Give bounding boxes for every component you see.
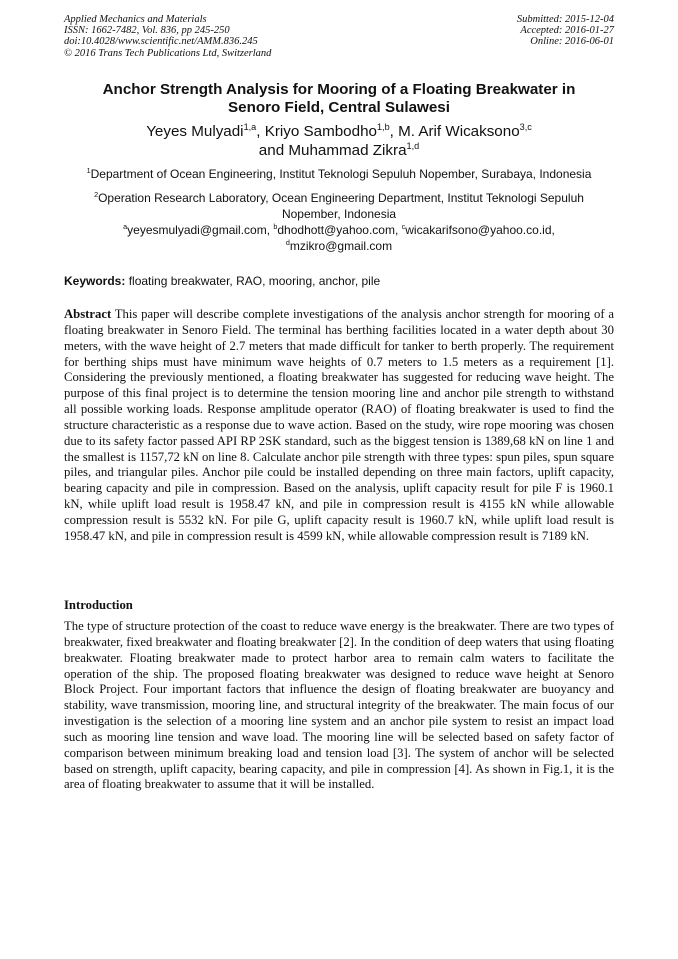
submitted-date: Submitted: 2015-12-04 bbox=[516, 14, 614, 25]
copyright: © 2016 Trans Tech Publications Ltd, Switzerland bbox=[64, 47, 272, 59]
email-mark: d bbox=[285, 238, 290, 247]
affiliation-text: Department of Ocean Engineering, Institut Teknologi Sepuluh Nopember, Surabaya, Indonesia bbox=[90, 167, 592, 181]
author-affiliation-mark: 1,d bbox=[406, 140, 420, 151]
accepted-date: Accepted: 2016-01-27 bbox=[520, 25, 614, 37]
keywords bbox=[64, 273, 614, 289]
affiliation-text: Operation Research Laboratory, Ocean Engineering Department, Institut Teknologi Sepuluh Nopember, Indonesia bbox=[98, 191, 584, 221]
email-separator: , bbox=[266, 223, 274, 237]
author-separator: , bbox=[256, 123, 265, 140]
abstract bbox=[64, 307, 614, 545]
abstract-label: Abstract bbox=[64, 307, 112, 321]
keywords-text: floating breakwater, RAO, mooring, anchor, pile bbox=[125, 274, 381, 288]
journal-name: Applied Mechanics and Materials bbox=[64, 14, 207, 25]
affiliation-mark: 2 bbox=[94, 190, 99, 199]
issn-volume: ISSN: 1662-7482, Vol. 836, pp 245-250 bbox=[64, 25, 230, 37]
author-name: and Muhammad Zikra bbox=[258, 142, 407, 159]
journal-header bbox=[64, 14, 271, 59]
author-emails bbox=[64, 222, 614, 254]
author-affiliation-mark: 1,b bbox=[376, 121, 390, 132]
author-affiliation-mark: 1,a bbox=[243, 121, 257, 132]
email-mark: c bbox=[401, 222, 406, 231]
email-address: yeyesmulyadi@gmail.com bbox=[127, 223, 267, 237]
abstract-text: This paper will describe complete investigations of the analysis anchor strength for mooring of a floating breakwater in Senoro Field. The terminal has berthing facilities located in a water depth about 30 meters, with the wave height of 2.7 meters that made difficult for tanker to berth properly. The requirement for berthing ships must have minimum wave heights of 0.7 meters to 1.5 meters as a requirement [1]. Considering the previously mentioned, a floating breakwater has suggested for reducing wave height. The purpose of this final project is to determine the tension mooring line and anchor pile strength to withstand all possible working loads. Response amplitude operator (RAO) of floating breakwater is used to find the structure characteristic as a response due to wave action. Based on the study, wire rope mooring was chosen due to its safety factor passed API RP 2SK standard, such as the biggest tension is 1389,68 kN on line 1 and the smallest is 1157,72 kN on line 8. Calculate anchor pile strength with three types: spun piles, spun square piles, and triangular piles. Anchor pile could be installed depending on three main factors, uplift capacity, bearing capacity and pile in compression. Based on the analysis, uplift capacity result for pile F is 1960.1 kN, while uplift load result is 1958.47 kN, and pile in compression result is 4155 kN while allowable compression result is 5532 kN. For pile G, uplift capacity result is 1960.7 kN, while uplift load result is 1958.47 kN, and pile in compression result is 4599 kN, while allowable compression result is 7189 kN. bbox=[64, 307, 614, 543]
author-name: Kriyo Sambodho bbox=[264, 123, 377, 140]
email-mark: b bbox=[273, 222, 278, 231]
author-affiliation-mark: 3,c bbox=[519, 121, 532, 132]
affiliation-mark: 1 bbox=[86, 166, 91, 175]
email-separator: , bbox=[551, 223, 555, 237]
affiliation-2 bbox=[64, 190, 614, 222]
email-address: wicakarifsono@yahoo.co.id bbox=[405, 223, 552, 237]
email-address: mzikro@gmail.com bbox=[289, 239, 393, 253]
email-address: dhodhott@yahoo.com bbox=[277, 223, 395, 237]
author-name: M. Arif Wicaksono bbox=[398, 123, 520, 140]
author-name: Yeyes Mulyadi bbox=[146, 123, 244, 140]
affiliation-1 bbox=[64, 166, 614, 182]
doi: doi:10.4028/www.scientific.net/AMM.836.245 bbox=[64, 36, 258, 48]
dates-header bbox=[517, 14, 614, 48]
email-line-2 bbox=[64, 238, 614, 254]
author-separator: , bbox=[389, 123, 399, 140]
email-line-1 bbox=[64, 222, 614, 238]
introduction-heading: Introduction bbox=[64, 598, 133, 612]
paper-title bbox=[64, 81, 614, 117]
author-list bbox=[64, 122, 614, 160]
email-mark: a bbox=[123, 222, 128, 231]
title-line-2: Senoro Field, Central Sulawesi bbox=[228, 99, 450, 116]
online-date: Online: 2016-06-01 bbox=[530, 36, 614, 48]
author-line-1 bbox=[64, 122, 614, 141]
title-line-1: Anchor Strength Analysis for Mooring of a Floating Breakwater in bbox=[102, 81, 576, 98]
email-separator: , bbox=[394, 223, 402, 237]
keywords-label: Keywords: bbox=[64, 274, 126, 288]
introduction-text: The type of structure protection of the coast to reduce wave energy is the breakwater. There are two types of breakwater, fixed breakwater and floating breakwater [2]. In the condition of deep waters that using floating breakwater. Floating breakwater made to protect harbor area to remain calm waters to facilitate the operation of the ship. The proposed floating breakwater was designed to reduce wave height at Senoro Block Project. Four important factors that influence the design of floating breakwater are buoyancy and stability, wave transmission, mooring line, and structural integrity of the breakwater. The main focus of our investigation is the selection of a mooring line system and an anchor pile system to resist an impact load such as mooring line tension and wave load. The mooring line will be selected based on safety factor of comparison between minimum breaking load and tension load [3]. The system of anchor will be selected based on strength, uplift capacity, bearing capacity, and pile in compression [4]. As shown in Fig.1, it is the area of floating breakwater to assume that it will be installed. bbox=[64, 619, 614, 792]
author-line-2 bbox=[64, 141, 614, 160]
